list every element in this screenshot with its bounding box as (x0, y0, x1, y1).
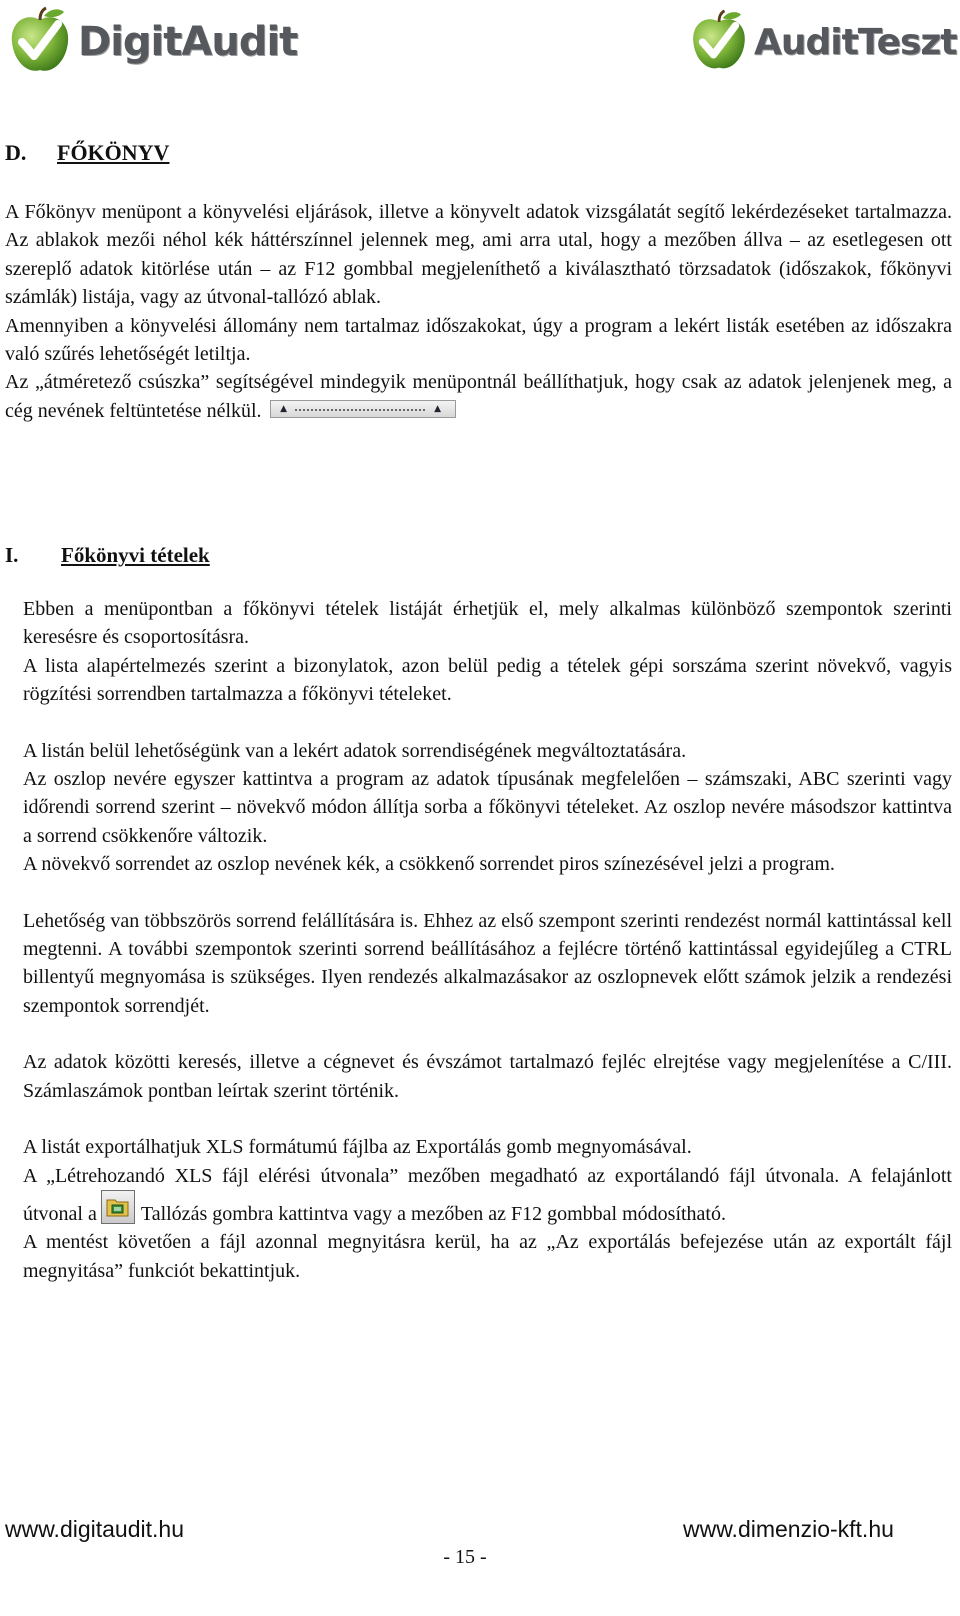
footer-right-url: www.dimenzio-kft.hu (683, 1516, 894, 1542)
body-paragraph: A mentést követően a fájl azonnal megnyitásra kerül, ha az „Az exportálás befejezése után az exportált fájl megnyitása” funkciót bekattintjuk. (23, 1231, 952, 1282)
intro-paragraph-text: Az „átméretező csúszka” segítségével mindegyik menüpontnál beállíthatjuk, hogy csak az adatok jelenjenek meg, a cég nevének feltüntetése nélkül. (5, 371, 952, 422)
intro-text (5, 198, 952, 425)
browse-folder-button[interactable] (101, 1190, 135, 1224)
apple-check-icon (686, 6, 752, 78)
intro-paragraph (5, 368, 952, 425)
apple-check-icon (4, 6, 76, 78)
body-text (23, 595, 952, 1285)
slider-up-arrow-icon[interactable]: ▲ (280, 404, 288, 415)
body-paragraph: Lehetőség van többszörös sorrend felállítására is. Ehhez az első szempont szerinti rendezést normál kattintással kell megtenni. A további szempontok szerinti sorrend beállításához a fejlécre történő kattintással egyidejűleg a CTRL billentyű megnyomása is szükséges. Ilyen rendezés alkalmazásakor az oszlopnevek előtt számok jelzik a rendezési szempontok sorrendjét. (23, 909, 952, 1017)
body-paragraph (23, 1162, 952, 1229)
section-heading (5, 140, 169, 166)
body-paragraph: A listán belül lehetőségünk van a lekért adatok sorrendiségének megváltoztatására. (23, 739, 687, 762)
auditteszt-logo-text: AuditTeszt (754, 21, 957, 63)
subsection-title: Főkönyvi tételek (61, 543, 210, 567)
subsection-number: I. (5, 543, 19, 567)
body-paragraph: Az oszlop nevére egyszer kattintva a program az adatok típusának megfelelően – számszaki, ABC szerinti vagy időrendi sorrend szerint – növekvő módon állítja sorba a főkönyvi tételeket. Az oszlop nevére másodszor kattintva a sorrend csökkenőre változik. (23, 768, 952, 847)
folder-icon (106, 1196, 130, 1218)
body-paragraph-text: A „Létrehozandó XLS fájl elérési útvonala” mezőben megadható az exportálandó fájl útvonala. A felajánlott útvonal a (23, 1164, 952, 1225)
resize-slider[interactable] (270, 400, 456, 418)
body-paragraph-text: Tallózás gombra kattintva vagy a mezőben az F12 gombbal módosítható. (140, 1202, 726, 1225)
body-paragraph: Az adatok közötti keresés, illetve a cégnevet és évszámot tartalmazó fejléc elrejtése vagy megjelenítése a C/III. Számlaszámok pontban leírtak szerint történik. (23, 1051, 952, 1102)
intro-paragraph: A Főkönyv menüpont a könyvelési eljárások, illetve a könyvelt adatok vizsgálatát segítő lekérdezéseket tartalmazza. Az ablakok mezői néhol kék háttérszínnel jelennek meg, ami arra utal, hogy a mezőben állva – az esetlegesen ott szereplő adatok kitörlése után – az F12 gombbal megjeleníthető a kiválasztható törzsadatok (időszakok, főkönyvi számlák) listája, vagy az útvonal-tallózó ablak. (5, 201, 952, 309)
body-paragraph: A növekvő sorrendet az oszlop nevének kék, a csökkenő sorrendet piros színezésével jelzi a program. (23, 853, 835, 876)
slider-up-arrow-icon[interactable]: ▲ (434, 404, 442, 415)
body-paragraph: A listát exportálhatjuk XLS formátumú fájlba az Exportálás gomb megnyomásával. (23, 1136, 692, 1159)
footer-left-url: www.digitaudit.hu (5, 1516, 184, 1542)
body-paragraph: Ebben a menüpontban a főkönyvi tételek listáját érhetjük el, mely alkalmas különböző szempontok szerinti keresésre és csoportosításra. (23, 598, 952, 649)
digitaudit-logo (4, 4, 297, 80)
body-paragraph: A lista alapértelmezés szerint a bizonylatok, azon belül pedig a tételek gépi sorszáma szerint növekvő, vagyis rögzítési sorrendben tartalmazza a főkönyvi tételeket. (23, 654, 952, 706)
page-number: - 15 - (443, 1546, 487, 1568)
intro-paragraph: Amennyiben a könyvelési állomány nem tartalmaz időszakokat, úgy a program a lekért listák esetében az időszakra való szűrés lehetőségét letiltja. (5, 314, 952, 366)
slider-track[interactable] (295, 409, 425, 411)
section-number: D. (5, 140, 27, 165)
section-title: FŐKÖNYV (57, 140, 170, 165)
digitaudit-logo-text: DigitAudit (78, 19, 298, 65)
auditteszt-logo (686, 4, 957, 80)
subsection-heading (5, 543, 210, 568)
